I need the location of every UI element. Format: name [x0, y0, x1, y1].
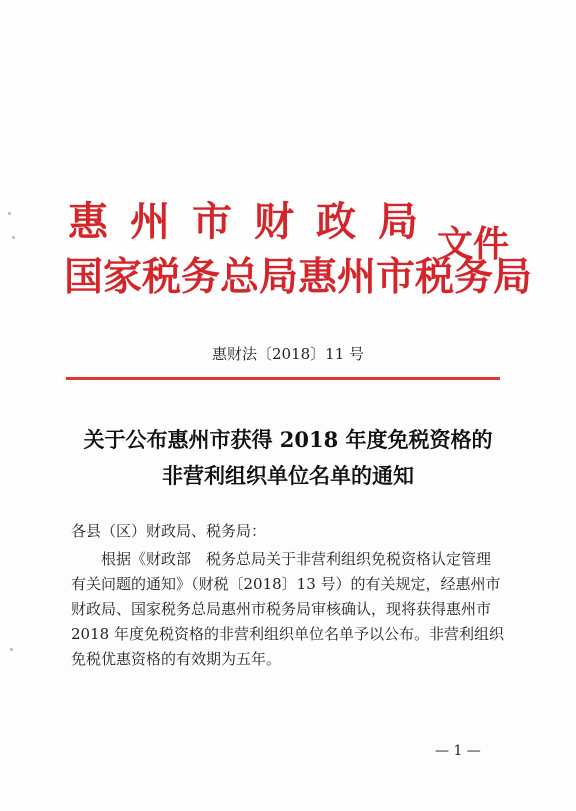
- body-line: 财政局、国家税务总局惠州市税务局审核确认，现将获得惠州市: [71, 600, 492, 618]
- scan-speck: [8, 212, 11, 215]
- document-suffix: 文件: [437, 223, 510, 265]
- body-line: 免税优惠资格的有效期为五年。: [71, 650, 282, 668]
- title-line-2: 非营利组织单位名单的通知: [162, 463, 414, 488]
- body-line: 根据《财政部 税务总局关于非营利组织免税资格认定管理: [101, 550, 492, 568]
- scan-speck: [12, 236, 15, 239]
- body-line: 2018 年度免税资格的非营利组织单位名单予以公布。非营利组织: [71, 625, 504, 643]
- issuer-line-1: 惠州市财政局: [68, 198, 440, 245]
- issuer-line-2: 国家税务总局惠州市税务局: [64, 254, 533, 300]
- body-paragraph: [71, 547, 507, 672]
- body-line: 有关问题的通知》（财税〔2018〕13 号）的有关规定，经惠州市: [71, 575, 501, 593]
- page-number: — 1 —: [435, 743, 481, 759]
- recipients-salutation: 各县（区）财政局、税务局：: [71, 522, 267, 540]
- document-title: [0, 422, 576, 494]
- scan-speck: [10, 648, 13, 651]
- title-line-1: 关于公布惠州市获得 2018 年度免税资格的: [83, 427, 493, 452]
- document-number: 惠财法〔2018〕11 号: [211, 345, 365, 363]
- red-separator-line: [66, 377, 500, 380]
